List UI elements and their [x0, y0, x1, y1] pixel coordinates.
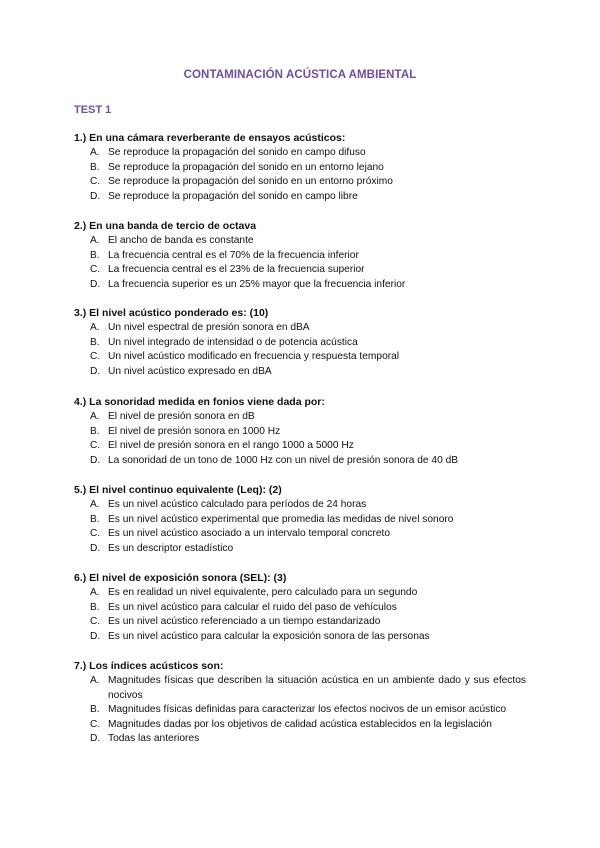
- question-5: [74, 483, 526, 556]
- option-b: B. Es un nivel acústico experimental que promedia las medidas de nivel sonoro: [90, 513, 454, 525]
- question-3: [74, 306, 526, 379]
- question-2: [74, 219, 526, 292]
- option-d: D. La sonoridad de un tono de 1000 Hz con un nivel de presión sonora de 40 dB: [90, 454, 459, 466]
- option-c: C. El nivel de presión sonora en el rango 1000 a 5000 Hz: [90, 440, 354, 451]
- option-b: B. Es un nivel acústico para calcular el ruido del paso de vehículos: [90, 601, 397, 613]
- question-title: 2.) En una banda de tercio de octava: [74, 220, 257, 232]
- option-a: A. El ancho de banda es constante: [90, 235, 254, 246]
- option-d: D. Se reproduce la propagación del sonido en campo libre: [90, 190, 358, 202]
- option-a: A. El nivel de presión sonora en dB: [90, 411, 255, 422]
- question-1: [74, 131, 526, 204]
- option-b: B. Magnitudes físicas definidas para caracterizar los efectos nocivos de un emisor acústico: [90, 704, 507, 715]
- document-title: CONTAMINACIÓN ACÚSTICA AMBIENTAL: [183, 69, 417, 81]
- question-7: [74, 659, 526, 747]
- option-a: A. Magnitudes físicas que describen la situación acústica en un ambiente dado y sus efectos nocivos: [90, 675, 526, 701]
- question-title: 6.) El nivel de exposición sonora (SEL): (3): [74, 572, 287, 584]
- option-d: D. Todas las anteriores: [90, 733, 200, 744]
- test-label: TEST 1: [74, 104, 112, 116]
- option-a: A. Un nivel espectral de presión sonora en dBA: [90, 322, 310, 333]
- option-c: C. Es un nivel acústico referenciado a un tiempo estandarizado: [90, 616, 381, 627]
- option-a: A. Se reproduce la propagación del sonido en campo difuso: [90, 147, 366, 158]
- option-a: A. Es un nivel acústico calculado para períodos de 24 horas: [90, 499, 367, 510]
- question-4: [74, 395, 526, 468]
- option-b: B. Un nivel integrado de intensidad o de potencia acústica: [90, 336, 358, 348]
- option-b: B. La frecuencia central es el 70% de la frecuencia inferior: [90, 249, 359, 261]
- option-a: A. Es en realidad un nivel equivalente, pero calculado para un segundo: [90, 587, 418, 598]
- question-title: 4.) La sonoridad medida en fonios viene dada por:: [74, 396, 325, 408]
- option-c: C. Un nivel acústico modificado en frecuencia y respuesta temporal: [90, 351, 400, 362]
- question-title: 7.) Los índices acústicos son:: [74, 660, 224, 672]
- option-c: C. Es un nivel acústico asociado a un intervalo temporal concreto: [90, 528, 391, 539]
- option-c: C. La frecuencia central es el 23% de la frecuencia superior: [90, 264, 365, 275]
- option-c: C. Magnitudes dadas por los objetivos de calidad acústica establecidos en la legislación: [90, 718, 492, 730]
- question-title: 3.) El nivel acústico ponderado es: (10): [74, 307, 269, 319]
- option-c: C. Se reproduce la propagación del sonido en un entorno próximo: [90, 176, 393, 187]
- question-title: 1.) En una cámara reverberante de ensayos acústicos:: [74, 132, 346, 144]
- option-d: D. La frecuencia superior es un 25% mayor que la frecuencia inferior: [90, 278, 406, 290]
- option-b: B. Se reproduce la propagación del sonido en un entorno lejano: [90, 161, 384, 173]
- option-d: D. Un nivel acústico expresado en dBA: [90, 365, 272, 377]
- option-d: D. Es un descriptor estadístico: [90, 542, 234, 554]
- question-6: [74, 571, 526, 644]
- option-d: D. Es un nivel acústico para calcular la exposición sonora de las personas: [90, 630, 430, 642]
- question-title: 5.) El nivel continuo equivalente (Leq): (2): [74, 484, 282, 496]
- option-b: B. El nivel de presión sonora en 1000 Hz: [90, 425, 281, 437]
